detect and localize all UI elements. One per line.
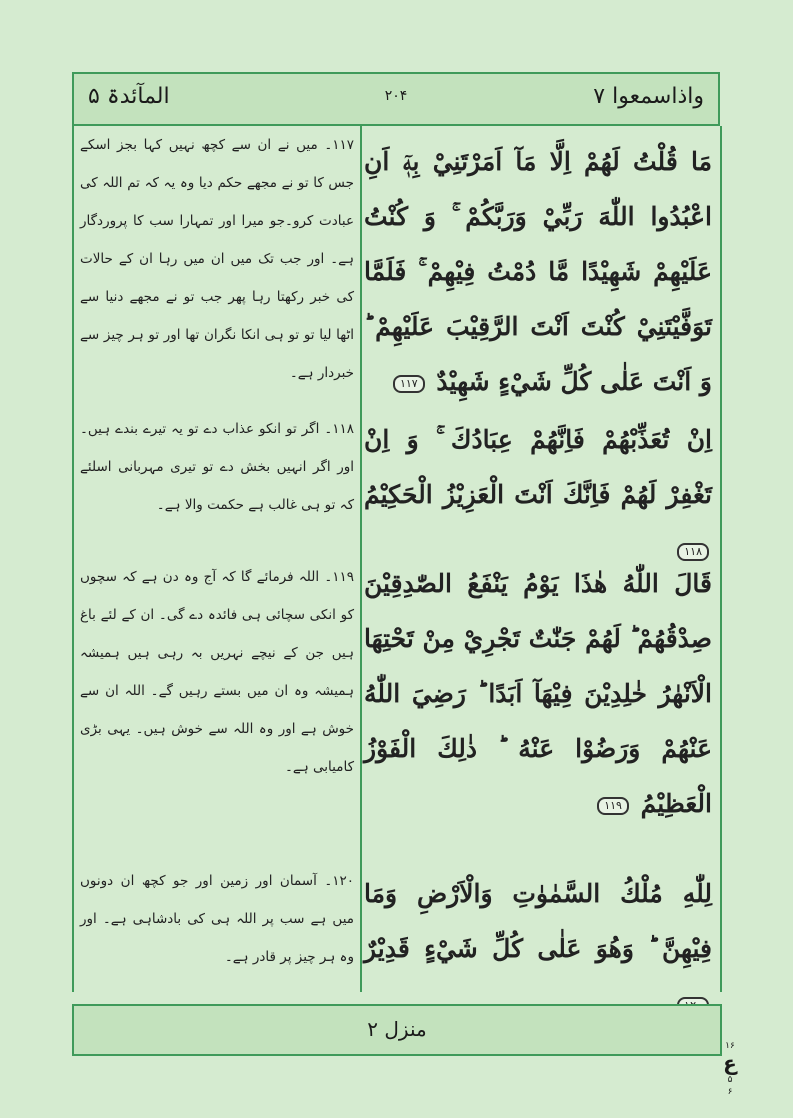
urdu-translation-117: ۱۱۷۔ میں نے ان سے کچھ نہیں کہا بجز اسکے جس کا تو نے مجھے حکم دیا وہ یہ کہ تم اللہ کی عبادت کرو۔جو میرا اور تمہارا سب کا پروردگار ہے۔ اور جب تک میں ان میں رہا ان کے حالات کی خبر رکھتا رہا پھر جب تو نے مجھے دنیا سے اٹھا لیا تو تو ہی انکا نگران تھا اور تو ہر چیز سے خبردار ہے۔ (80, 137, 354, 381)
ayah-number-marker: ۱۱۸ (677, 543, 709, 561)
arabic-verse-117 (364, 134, 712, 409)
arabic-verse-118 (364, 412, 712, 577)
ruku-count-top: ۱۶ (725, 1041, 735, 1051)
ruku-count-middle: ۵ (727, 1075, 733, 1085)
urdu-translation-118: ۱۱۸۔ اگر تو انکو عذاب دے تو یہ تیرے بندے ہیں۔ اور اگر انہیں بخش دے تو تیری مہربانی اسلئے کہ تو ہی غالب ہے حکمت والا ہے۔ (80, 421, 354, 513)
verse-text: اِنْ تُعَذِّبْهُمْ فَاِنَّهُمْ عِبَادُكَ ۚ وَ اِنْ تَغْفِرْ لَهُمْ فَاِنَّكَ اَنْتَ الْعَزِيْزُ الْحَكِيْمُ (364, 425, 712, 509)
urdu-translation-119: ۱۱۹۔ اللہ فرمائے گا کہ آج وہ دن ہے کہ سچوں کو انکی سچائی ہی فائدہ دے گی۔ ان کے لئے باغ ہیں جن کے نیچے نہریں بہ رہی ہیں ہمیشہ ہمیشہ وہ ان میں بستے رہیں گے۔ اللہ ان سے خوش ہے اور وہ اللہ سے خوش ہیں۔ یہی بڑی کامیابی ہے۔ (80, 569, 354, 775)
urdu-translation-120: ۱۲۰۔ آسمان اور زمین اور جو کچھ ان دونوں میں ہے سب پر اللہ ہی کی بادشاہی ہے۔ اور وہ ہر چیز پر قادر ہے۔ (80, 873, 354, 965)
verse-text: مَا قُلْتُ لَهُمْ اِلَّا مَآ اَمَرْتَنِيْ بِهٖٓ اَنِ اعْبُدُوا اللّٰهَ رَبِّيْ وَرَبَّكُمْ ۚ وَ كُنْتُ عَلَيْهِمْ شَهِيْدًا مَّا دُمْتُ فِيْهِمْ ۚ فَلَمَّا تَوَفَّيْتَنِيْ كُنْتَ اَنْتَ الرَّقِيْبَ عَلَيْهِمْ ؕ وَ اَنْتَ عَلٰى كُلِّ شَيْءٍ شَهِيْدٌ (364, 147, 712, 396)
column-border-right (720, 126, 722, 992)
verse-text: قَالَ اللّٰهُ هٰذَا يَوْمُ يَنْفَعُ الصّٰدِقِيْنَ صِدْقُهُمْ ؕ لَهُمْ جَنّٰتٌ تَجْرِيْ مِنْ تَحْتِهَا الْاَنْهٰرُ خٰلِدِيْنَ فِيْهَآ اَبَدًا ؕ رَضِيَ اللّٰهُ عَنْهُمْ وَرَضُوْا عَنْهُ ؕ ذٰلِكَ الْفَوْزُ الْعَظِيْمُ (364, 569, 712, 818)
column-border-left (72, 126, 74, 992)
page-footer (72, 1004, 722, 1056)
ruku-marker (720, 1040, 740, 1098)
manzil-label: منزل ۲ (367, 1017, 427, 1041)
ayah-number-marker: ۱۱۹ (597, 797, 629, 815)
verse-text: لِلّٰهِ مُلْكُ السَّمٰوٰتِ وَالْاَرْضِ وَمَا فِيْهِنَّ ؕ وَهُوَ عَلٰى كُلِّ شَيْءٍ قَدِيْرٌ (364, 879, 712, 963)
column-divider (360, 126, 362, 992)
arabic-verse-119 (364, 556, 712, 831)
page-header (72, 72, 720, 126)
ayah-number-marker: ۱۱۷ (393, 375, 425, 393)
juz-title: واذاسمعوا ۷ (593, 84, 704, 109)
ruku-count-bottom: ۶ (727, 1087, 733, 1097)
page-number: ۲۰۴ (384, 88, 408, 104)
ruku-letter: ع (723, 1051, 737, 1075)
surah-title: المآئدۃ ۵ (88, 84, 170, 109)
